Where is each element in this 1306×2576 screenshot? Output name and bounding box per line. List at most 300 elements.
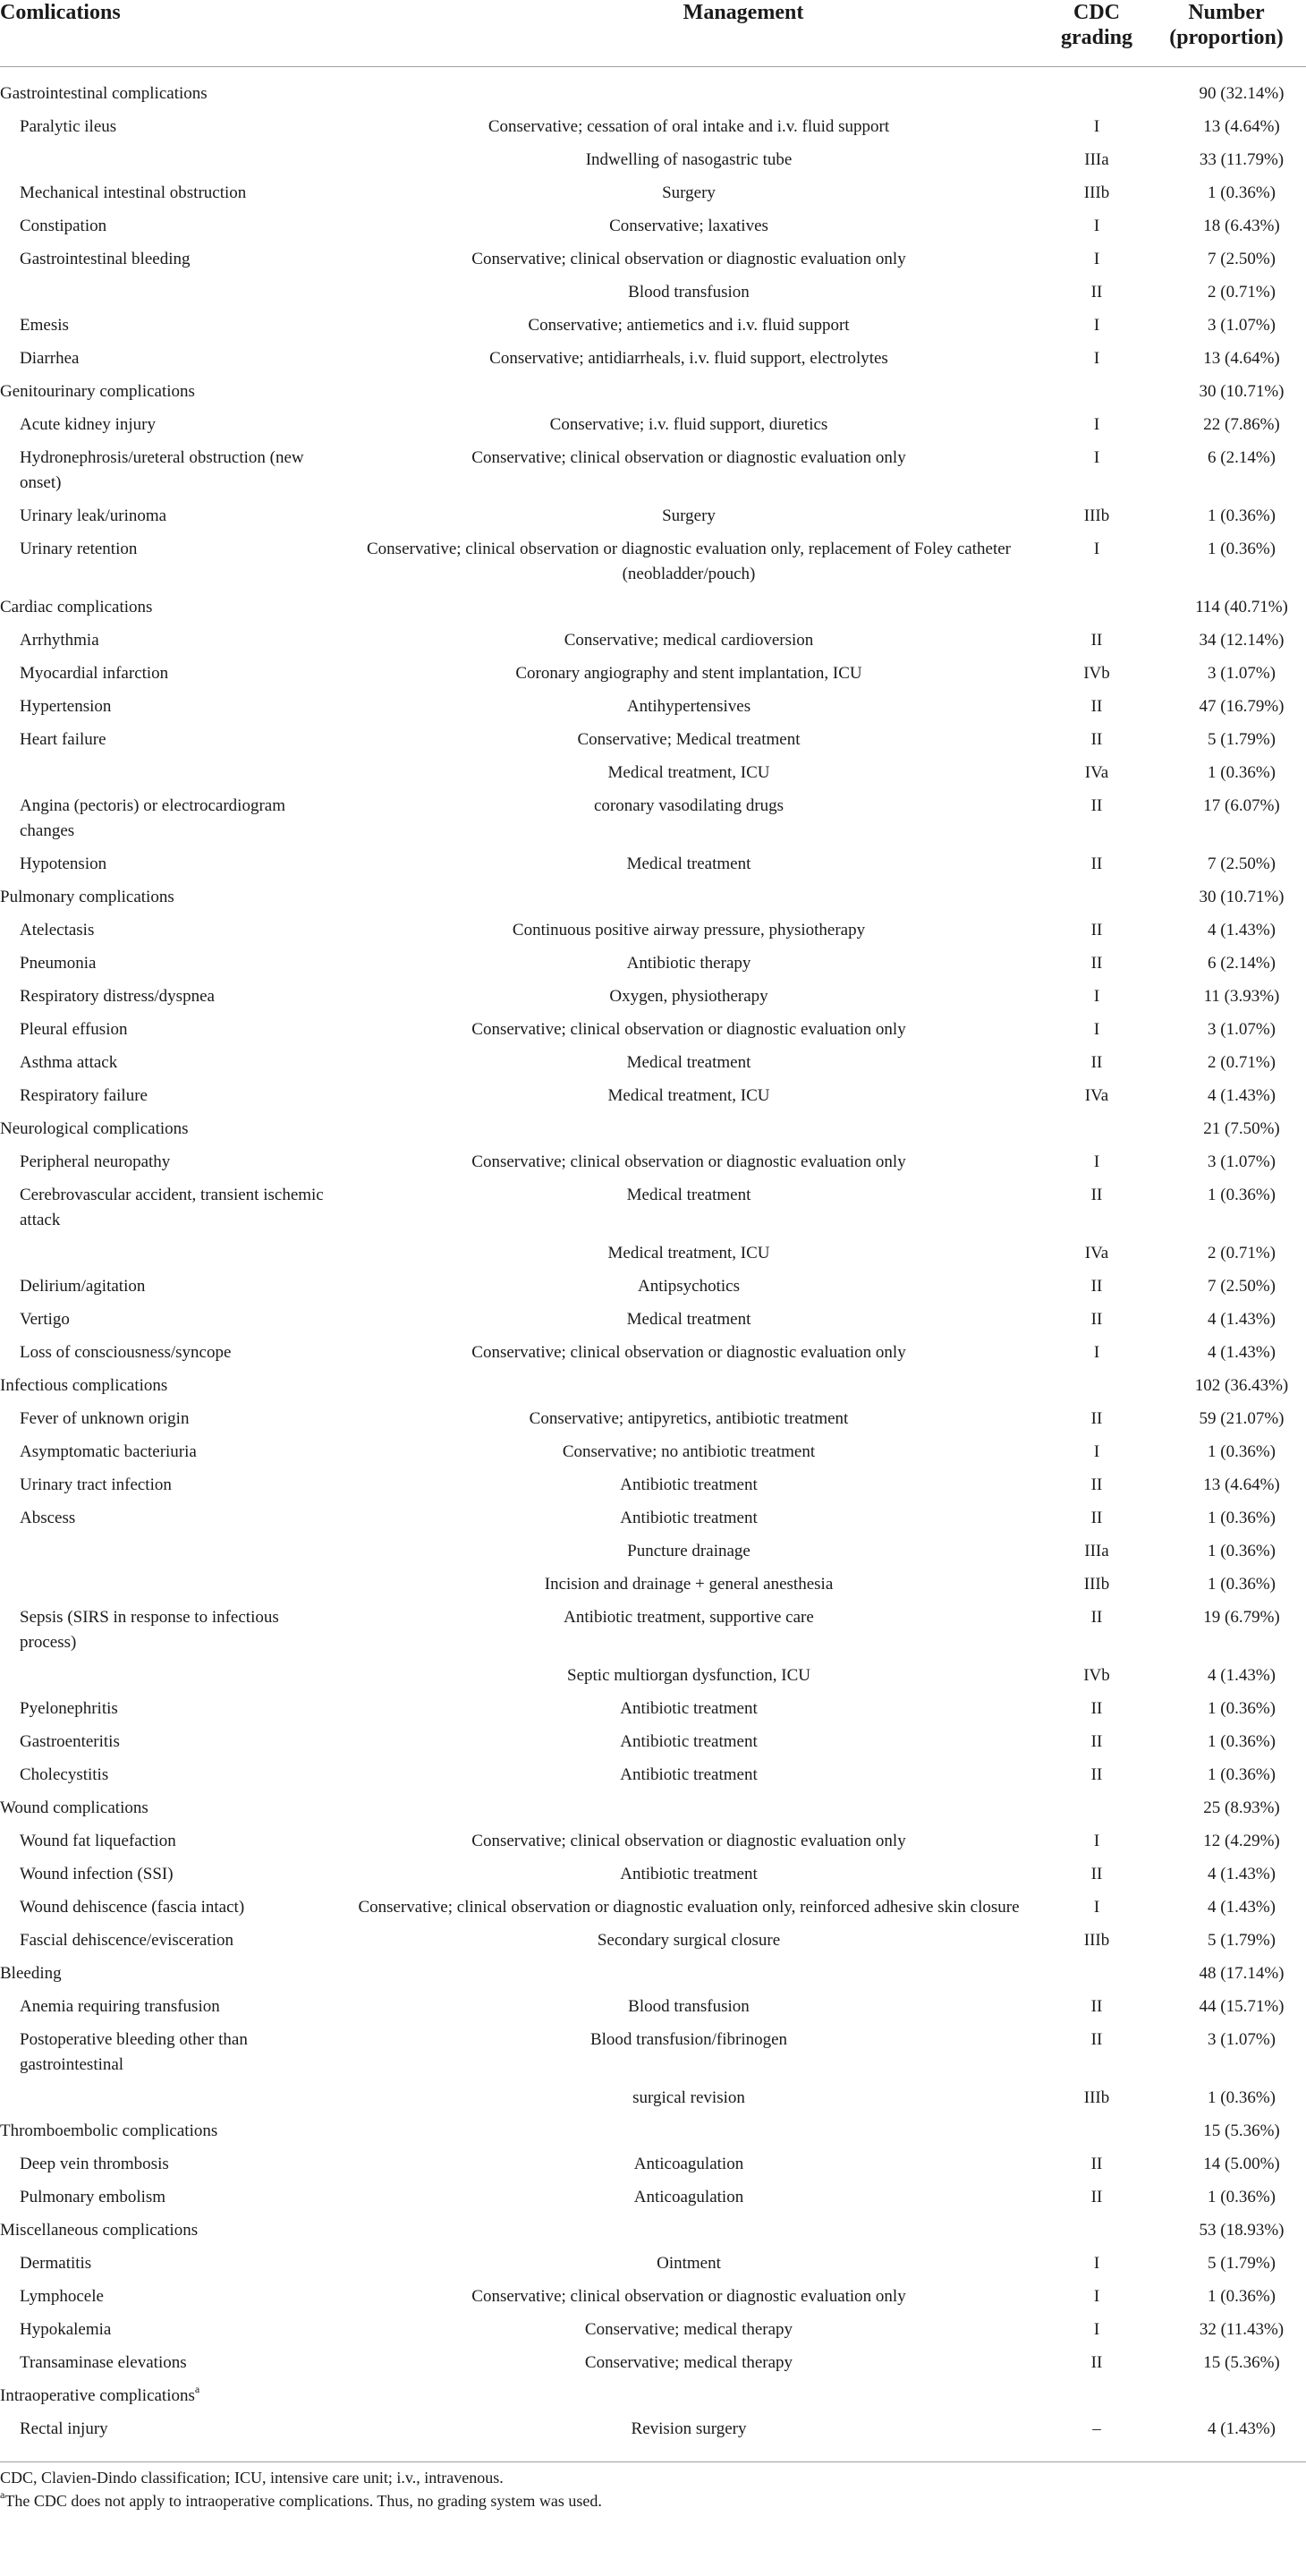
category-name-text: Genitourinary complications xyxy=(0,382,195,401)
header-row xyxy=(0,0,1306,67)
management-cell: Surgery xyxy=(662,183,716,202)
table-row xyxy=(0,499,1306,532)
complication-cell: Constipation xyxy=(20,217,107,235)
number-cell: 2 (0.71%) xyxy=(1208,283,1276,302)
number-cell: 6 (2.14%) xyxy=(1208,954,1276,973)
table-row xyxy=(0,1568,1306,1601)
cdc-grade-cell: I xyxy=(1093,415,1100,434)
table-row xyxy=(0,1468,1306,1501)
table-row xyxy=(0,789,1306,847)
table-row xyxy=(0,1237,1306,1270)
cdc-grade-cell: – xyxy=(1092,2419,1101,2438)
complication-cell: Respiratory distress/dyspnea xyxy=(20,987,215,1006)
table-row xyxy=(0,1013,1306,1046)
complication-cell: Wound fat liquefaction xyxy=(20,1832,176,1850)
category-total: 102 (36.43%) xyxy=(1194,1376,1289,1395)
table-row xyxy=(0,1535,1306,1568)
cdc-grade-cell: IVb xyxy=(1083,1666,1110,1685)
table-row xyxy=(0,1079,1306,1112)
header-cdc-line1: CDC xyxy=(1073,1,1120,24)
number-cell: 12 (4.29%) xyxy=(1203,1832,1280,1850)
cdc-grade-cell: II xyxy=(1090,1608,1103,1627)
number-cell: 1 (0.36%) xyxy=(1208,1509,1276,1527)
cdc-grade-cell: IVa xyxy=(1084,1244,1109,1262)
management-cell: Conservative; clinical observation or diagnostic evaluation only xyxy=(471,250,906,268)
number-cell: 13 (4.64%) xyxy=(1203,349,1280,368)
management-cell: Conservative; antipyretics, antibiotic treatment xyxy=(529,1409,849,1428)
category-name xyxy=(0,880,1150,914)
cdc-grade-cell: II xyxy=(1090,1409,1103,1428)
table-row xyxy=(0,342,1306,375)
number-cell: 5 (1.79%) xyxy=(1208,2254,1276,2273)
number-cell: 15 (5.36%) xyxy=(1203,2353,1280,2372)
complication-cell: Pleural effusion xyxy=(20,1020,128,1039)
management-cell: coronary vasodilating drugs xyxy=(593,796,784,815)
category-name-text: Cardiac complications xyxy=(0,598,153,616)
cdc-grade-cell: II xyxy=(1090,2188,1103,2206)
category-name-text: Gastrointestinal complications xyxy=(0,84,208,103)
category-total: 114 (40.71%) xyxy=(1195,598,1288,616)
category-row xyxy=(0,67,1306,111)
cdc-grade-cell: I xyxy=(1093,1020,1100,1039)
category-total: 48 (17.14%) xyxy=(1199,1964,1285,1983)
management-cell: Antibiotic treatment xyxy=(620,1475,758,1494)
category-name xyxy=(0,67,1150,111)
management-cell: Conservative; clinical observation or diagnostic evaluation only xyxy=(471,2287,906,2306)
number-cell: 1 (0.36%) xyxy=(1208,1542,1276,1560)
number-cell: 4 (1.43%) xyxy=(1208,2419,1276,2438)
category-name xyxy=(0,2379,1150,2412)
number-cell: 5 (1.79%) xyxy=(1208,1931,1276,1950)
cdc-grade-cell: IIIb xyxy=(1083,2088,1110,2107)
management-cell: Conservative; clinical observation or diagnostic evaluation only, reinforced adhesive skin closure xyxy=(358,1898,1020,1917)
table-row xyxy=(0,1046,1306,1079)
number-cell: 3 (1.07%) xyxy=(1208,1020,1276,1039)
management-cell: Conservative; medical therapy xyxy=(584,2320,793,2339)
category-total: 30 (10.71%) xyxy=(1199,382,1285,401)
complication-cell: Anemia requiring transfusion xyxy=(20,1997,220,2016)
management-cell: Medical treatment, ICU xyxy=(607,1086,770,1105)
table-row xyxy=(0,756,1306,789)
header-management: Management xyxy=(336,0,1043,67)
number-cell: 4 (1.43%) xyxy=(1208,1666,1276,1685)
cdc-grade-cell: II xyxy=(1090,954,1103,973)
table-row xyxy=(0,2081,1306,2114)
number-cell: 32 (11.43%) xyxy=(1199,2320,1285,2339)
management-cell: Medical treatment xyxy=(626,1053,751,1072)
category-total: 25 (8.93%) xyxy=(1203,1798,1280,1817)
cdc-grade-cell: II xyxy=(1090,730,1103,749)
cdc-grade-cell: II xyxy=(1090,1186,1103,1204)
table-row xyxy=(0,242,1306,276)
management-cell: Anticoagulation xyxy=(633,2155,744,2173)
header-number-line1: Number xyxy=(1188,1,1265,24)
complication-cell: Sepsis (SIRS in response to infectious process) xyxy=(20,1608,279,1652)
number-cell: 4 (1.43%) xyxy=(1208,1310,1276,1329)
number-cell: 1 (0.36%) xyxy=(1208,1732,1276,1751)
cdc-grade-cell: IIIa xyxy=(1084,150,1109,169)
cdc-grade-cell: IIIb xyxy=(1083,506,1110,525)
number-cell: 47 (16.79%) xyxy=(1199,697,1285,716)
cdc-grade-cell: II xyxy=(1090,921,1103,939)
header-number xyxy=(1150,0,1306,67)
number-cell: 18 (6.43%) xyxy=(1203,217,1280,235)
complication-cell: Respiratory failure xyxy=(20,1086,148,1105)
complication-cell xyxy=(0,1659,336,1692)
management-cell: Surgery xyxy=(662,506,716,525)
complication-cell: Rectal injury xyxy=(20,2419,108,2438)
complication-cell: Vertigo xyxy=(20,1310,70,1329)
category-name xyxy=(0,1369,1150,1402)
complication-cell: Pulmonary embolism xyxy=(20,2188,166,2206)
number-cell: 4 (1.43%) xyxy=(1208,1343,1276,1362)
cdc-grade-cell: II xyxy=(1090,1310,1103,1329)
category-name xyxy=(0,1791,1150,1824)
footnote-intraoperative xyxy=(0,2489,1306,2512)
table-row xyxy=(0,1402,1306,1435)
cdc-grade-cell: I xyxy=(1093,2320,1100,2339)
management-cell: Conservative; clinical observation or diagnostic evaluation only xyxy=(471,1832,906,1850)
number-cell: 33 (11.79%) xyxy=(1199,150,1285,169)
category-name-text: Pulmonary complications xyxy=(0,888,174,906)
management-cell: Continuous positive airway pressure, physiotherapy xyxy=(512,921,866,939)
management-cell: Conservative; antiemetics and i.v. fluid support xyxy=(528,316,850,335)
complication-cell: Hydronephrosis/ureteral obstruction (new onset) xyxy=(20,448,304,492)
table-row xyxy=(0,309,1306,342)
number-cell: 19 (6.79%) xyxy=(1203,1608,1280,1627)
table-row xyxy=(0,914,1306,947)
table-row xyxy=(0,1178,1306,1237)
complication-cell: Fever of unknown origin xyxy=(20,1409,190,1428)
complication-cell: Cholecystitis xyxy=(20,1765,109,1784)
category-total: 15 (5.36%) xyxy=(1203,2121,1280,2140)
category-row xyxy=(0,2114,1306,2147)
management-cell: Antipsychotics xyxy=(638,1277,740,1296)
cdc-grade-cell: IIIb xyxy=(1083,1575,1110,1594)
complication-cell: Pneumonia xyxy=(20,954,97,973)
number-cell: 6 (2.14%) xyxy=(1208,448,1276,467)
cdc-grade-cell: II xyxy=(1090,1865,1103,1883)
complication-cell: Urinary tract infection xyxy=(20,1475,172,1494)
table-footnotes xyxy=(0,2461,1306,2512)
number-cell: 7 (2.50%) xyxy=(1208,250,1276,268)
complication-cell: Heart failure xyxy=(20,730,106,749)
number-cell: 4 (1.43%) xyxy=(1208,1865,1276,1883)
complication-cell: Angina (pectoris) or electrocardiogram changes xyxy=(20,796,286,840)
complication-cell: Urinary retention xyxy=(20,540,138,558)
cdc-grade-cell: II xyxy=(1090,1765,1103,1784)
management-cell: Antibiotic treatment xyxy=(620,1732,758,1751)
cdc-grade-cell: II xyxy=(1090,854,1103,873)
management-cell: Antihypertensives xyxy=(626,697,751,716)
table-row xyxy=(0,176,1306,209)
cdc-grade-cell: IVa xyxy=(1084,1086,1109,1105)
complication-cell: Peripheral neuropathy xyxy=(20,1152,171,1171)
management-cell: Conservative; clinical observation or diagnostic evaluation only xyxy=(471,1152,906,1171)
complication-cell: Pyelonephritis xyxy=(20,1699,118,1718)
category-name xyxy=(0,1957,1150,1990)
management-cell: Antibiotic treatment xyxy=(620,1865,758,1883)
category-total: 53 (18.93%) xyxy=(1199,2221,1285,2240)
complication-cell: Myocardial infarction xyxy=(20,664,169,683)
category-name xyxy=(0,2214,1150,2247)
management-cell: Conservative; clinical observation or diagnostic evaluation only, replacement of Foley catheter (neobladder/pouch) xyxy=(367,540,1011,583)
category-row xyxy=(0,1112,1306,1145)
table-row xyxy=(0,276,1306,309)
table-row xyxy=(0,2346,1306,2379)
header-number-line2: (proportion) xyxy=(1169,26,1284,49)
number-cell: 4 (1.43%) xyxy=(1208,1086,1276,1105)
table-row xyxy=(0,532,1306,591)
table-row xyxy=(0,2313,1306,2346)
table-row xyxy=(0,2280,1306,2313)
management-cell: Ointment xyxy=(657,2254,721,2273)
management-cell: Revision surgery xyxy=(631,2419,747,2438)
cdc-grade-cell: II xyxy=(1090,1509,1103,1527)
cdc-grade-cell: I xyxy=(1093,1343,1100,1362)
number-cell: 17 (6.07%) xyxy=(1203,796,1280,815)
management-cell: Antibiotic treatment xyxy=(620,1509,758,1527)
number-cell: 1 (0.36%) xyxy=(1208,1186,1276,1204)
management-cell: Oxygen, physiotherapy xyxy=(609,987,768,1006)
number-cell: 1 (0.36%) xyxy=(1208,1442,1276,1461)
management-cell: Antibiotic treatment xyxy=(620,1699,758,1718)
management-cell: Medical treatment xyxy=(626,1310,751,1329)
category-row xyxy=(0,880,1306,914)
table-row xyxy=(0,110,1306,143)
cdc-grade-cell: I xyxy=(1093,987,1100,1006)
management-cell: Conservative; clinical observation or diagnostic evaluation only xyxy=(471,1020,906,1039)
table-row xyxy=(0,2023,1306,2081)
management-cell: Medical treatment xyxy=(626,1186,751,1204)
complication-cell: Paralytic ileus xyxy=(20,117,117,136)
complication-cell xyxy=(0,1535,336,1568)
number-cell: 3 (1.07%) xyxy=(1208,664,1276,683)
number-cell: 1 (0.36%) xyxy=(1208,1575,1276,1594)
table-row xyxy=(0,723,1306,756)
complication-cell: Wound dehiscence (fascia intact) xyxy=(20,1898,245,1917)
complication-cell: Wound infection (SSI) xyxy=(20,1865,174,1883)
management-cell: Medical treatment, ICU xyxy=(607,1244,770,1262)
number-cell: 7 (2.50%) xyxy=(1208,1277,1276,1296)
complication-cell: Hypertension xyxy=(20,697,112,716)
management-cell: Conservative; clinical observation or diagnostic evaluation only xyxy=(471,448,906,467)
management-cell: Medical treatment xyxy=(626,854,751,873)
number-cell: 22 (7.86%) xyxy=(1203,415,1280,434)
table-row xyxy=(0,408,1306,441)
table-row xyxy=(0,1858,1306,1891)
table-row xyxy=(0,657,1306,690)
table-row xyxy=(0,1145,1306,1178)
management-cell: Incision and drainage + general anesthesia xyxy=(544,1575,834,1594)
cdc-grade-cell: I xyxy=(1093,349,1100,368)
number-cell: 14 (5.00%) xyxy=(1203,2155,1280,2173)
management-cell: Conservative; cessation of oral intake and i.v. fluid support xyxy=(488,117,890,136)
complication-cell: Hypokalemia xyxy=(20,2320,112,2339)
cdc-grade-cell: IIIb xyxy=(1083,183,1110,202)
header-complications: Comlications xyxy=(0,0,336,67)
number-cell: 13 (4.64%) xyxy=(1203,117,1280,136)
management-cell: Puncture drainage xyxy=(627,1542,751,1560)
cdc-grade-cell: I xyxy=(1093,540,1100,558)
cdc-grade-cell: II xyxy=(1090,283,1103,302)
cdc-grade-cell: II xyxy=(1090,1277,1103,1296)
table-row xyxy=(0,980,1306,1013)
complication-cell: Acute kidney injury xyxy=(20,415,156,434)
table-row xyxy=(0,847,1306,880)
category-name-text: Neurological complications xyxy=(0,1119,189,1138)
table-row xyxy=(0,1725,1306,1758)
management-cell: Anticoagulation xyxy=(633,2188,744,2206)
category-total: 90 (32.14%) xyxy=(1199,84,1285,103)
footnote-abbreviations: CDC, Clavien-Dindo classification; ICU, intensive care unit; i.v., intravenous. xyxy=(0,2469,504,2487)
cdc-grade-cell: II xyxy=(1090,1699,1103,1718)
complication-cell xyxy=(0,1237,336,1270)
complication-cell: Atelectasis xyxy=(20,921,95,939)
management-cell: Conservative; i.v. fluid support, diuretics xyxy=(549,415,828,434)
management-cell: Blood transfusion/fibrinogen xyxy=(589,2030,788,2049)
table-row xyxy=(0,2181,1306,2214)
complication-cell xyxy=(0,2081,336,2114)
table-row xyxy=(0,1659,1306,1692)
cdc-grade-cell: I xyxy=(1093,316,1100,335)
table-row xyxy=(0,2147,1306,2181)
complication-cell: Cerebrovascular accident, transient ischemic attack xyxy=(20,1186,324,1229)
management-cell: Antibiotic therapy xyxy=(626,954,751,973)
number-cell: 1 (0.36%) xyxy=(1208,506,1276,525)
complication-cell: Diarrhea xyxy=(20,349,80,368)
number-cell: 3 (1.07%) xyxy=(1208,316,1276,335)
cdc-grade-cell: II xyxy=(1090,631,1103,650)
category-name xyxy=(0,1112,1150,1145)
complication-cell: Dermatitis xyxy=(20,2254,92,2273)
complication-cell: Hypotension xyxy=(20,854,107,873)
header-cdc-grading xyxy=(1043,0,1150,67)
complication-cell: Gastrointestinal bleeding xyxy=(20,250,191,268)
number-cell: 59 (21.07%) xyxy=(1199,1409,1285,1428)
table-body xyxy=(0,67,1306,2446)
footnote-text: The CDC does not apply to intraoperative complications. Thus, no grading system was used. xyxy=(4,2492,602,2510)
category-name-text: Bleeding xyxy=(0,1964,62,1983)
complication-cell: Emesis xyxy=(20,316,69,335)
category-name xyxy=(0,591,1150,624)
management-cell: Conservative; medical therapy xyxy=(584,2353,793,2372)
cdc-grade-cell: II xyxy=(1090,1053,1103,1072)
number-cell: 2 (0.71%) xyxy=(1208,1053,1276,1072)
table-row xyxy=(0,441,1306,499)
complication-cell: Delirium/agitation xyxy=(20,1277,146,1296)
category-name xyxy=(0,2114,1150,2147)
number-cell: 1 (0.36%) xyxy=(1208,540,1276,558)
footnote-marker: a xyxy=(0,2488,5,2501)
cdc-grade-cell: II xyxy=(1090,2353,1103,2372)
cdc-grade-cell: IVb xyxy=(1083,664,1110,683)
category-row xyxy=(0,1957,1306,1990)
table-row xyxy=(0,1501,1306,1535)
category-total: 30 (10.71%) xyxy=(1199,888,1285,906)
cdc-grade-cell: II xyxy=(1090,1997,1103,2016)
category-name-text: Infectious complications xyxy=(0,1376,168,1395)
cdc-grade-cell: II xyxy=(1090,697,1103,716)
cdc-grade-cell: I xyxy=(1093,2254,1100,2273)
number-cell: 11 (3.93%) xyxy=(1203,987,1280,1006)
cdc-grade-cell: I xyxy=(1093,448,1100,467)
cdc-grade-cell: II xyxy=(1090,1475,1103,1494)
number-cell: 1 (0.36%) xyxy=(1208,1699,1276,1718)
complication-cell: Transaminase elevations xyxy=(20,2353,187,2372)
complication-cell: Asymptomatic bacteriuria xyxy=(20,1442,197,1461)
table-row xyxy=(0,1601,1306,1659)
table-row xyxy=(0,2412,1306,2445)
table-row xyxy=(0,1758,1306,1791)
number-cell: 34 (12.14%) xyxy=(1199,631,1285,650)
category-row xyxy=(0,1369,1306,1402)
complication-cell xyxy=(0,756,336,789)
complication-cell: Abscess xyxy=(20,1509,76,1527)
complication-cell xyxy=(0,276,336,309)
table-row xyxy=(0,1336,1306,1369)
complication-cell: Fascial dehiscence/evisceration xyxy=(20,1931,233,1950)
number-cell: 7 (2.50%) xyxy=(1208,854,1276,873)
cdc-grade-cell: IVa xyxy=(1084,763,1109,782)
management-cell: Coronary angiography and stent implantation, ICU xyxy=(515,664,862,683)
management-cell: Indwelling of nasogastric tube xyxy=(585,150,793,169)
complication-cell: Postoperative bleeding other than gastrointestinal xyxy=(20,2030,248,2074)
number-cell: 1 (0.36%) xyxy=(1208,1765,1276,1784)
complication-cell: Mechanical intestinal obstruction xyxy=(20,183,247,202)
management-cell: Secondary surgical closure xyxy=(597,1931,781,1950)
complication-cell: Arrhythmia xyxy=(20,631,99,650)
management-cell: Blood transfusion xyxy=(628,1997,750,2016)
complication-cell: Lymphocele xyxy=(20,2287,104,2306)
management-cell: Medical treatment, ICU xyxy=(607,763,770,782)
table-row xyxy=(0,1435,1306,1468)
cdc-grade-cell: II xyxy=(1090,1732,1103,1751)
management-cell: Antibiotic treatment, supportive care xyxy=(564,1608,814,1627)
number-cell: 13 (4.64%) xyxy=(1203,1475,1280,1494)
table-row xyxy=(0,1303,1306,1336)
management-cell: Conservative; antidiarrheals, i.v. fluid support, electrolytes xyxy=(489,349,888,368)
number-cell: 1 (0.36%) xyxy=(1208,183,1276,202)
cdc-grade-cell: I xyxy=(1093,217,1100,235)
management-cell: surgical revision xyxy=(632,2088,745,2107)
cdc-grade-cell: I xyxy=(1093,1832,1100,1850)
table-row xyxy=(0,1270,1306,1303)
table-row xyxy=(0,1990,1306,2023)
cdc-grade-cell: II xyxy=(1090,2155,1103,2173)
table-header xyxy=(0,0,1306,67)
table-row xyxy=(0,947,1306,980)
complication-cell xyxy=(0,1568,336,1601)
category-name-text: Wound complications xyxy=(0,1798,148,1817)
complication-cell xyxy=(0,143,336,176)
complication-cell: Urinary leak/urinoma xyxy=(20,506,167,525)
cdc-grade-cell: II xyxy=(1090,2030,1103,2049)
category-row xyxy=(0,2214,1306,2247)
cdc-grade-cell: I xyxy=(1093,2287,1100,2306)
cdc-grade-cell: II xyxy=(1090,796,1103,815)
complication-cell: Loss of consciousness/syncope xyxy=(20,1343,232,1362)
number-cell: 1 (0.36%) xyxy=(1208,2287,1276,2306)
complication-cell: Deep vein thrombosis xyxy=(20,2155,169,2173)
management-cell: Conservative; Medical treatment xyxy=(577,730,801,749)
management-cell: Conservative; medical cardioversion xyxy=(564,631,814,650)
table-row xyxy=(0,1924,1306,1957)
number-cell: 3 (1.07%) xyxy=(1208,1152,1276,1171)
table-row xyxy=(0,1824,1306,1858)
number-cell: 4 (1.43%) xyxy=(1208,1898,1276,1917)
number-cell: 44 (15.71%) xyxy=(1199,1997,1285,2016)
